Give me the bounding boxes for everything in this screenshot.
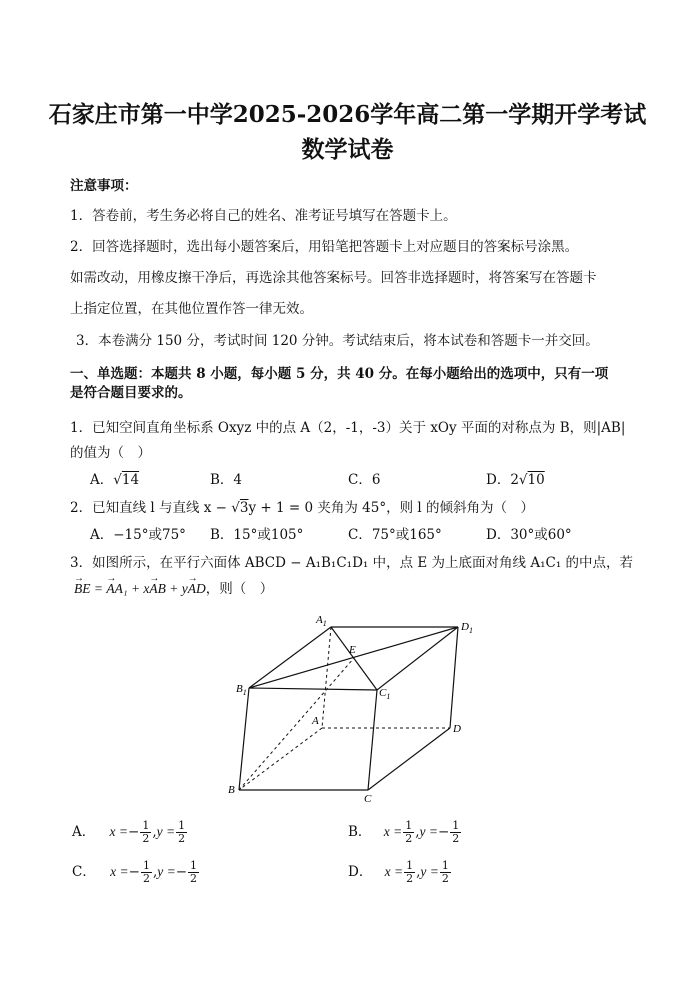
notice-heading: 注意事项： (70, 178, 138, 194)
label-b: B (228, 784, 235, 796)
notice-item-2-end: 上指定位置，在其他位置作答一律无效。 (70, 301, 313, 317)
vector-aa1: → AA₁ (106, 579, 127, 599)
label-a: A (312, 715, 319, 727)
label-b1: $B_1$ (236, 683, 247, 697)
q1-stem: 1．已知空间直角坐标系 Oxyz 中的点 A（2，-1，-3）关于 xOy 平面的对称点为 B，则|AB| (70, 420, 626, 436)
exam-title: 石家庄市第一中学2025-2026学年高二第一学期开学考试 (48, 101, 647, 128)
notice-item-2: 2．回答选择题时，选出每小题答案后，用铅笔把答题卡上对应题目的答案标号涂黑。 (70, 239, 579, 255)
q3-stem: 3．如图所示，在平行六面体 ABCD − A₁B₁C₁D₁ 中，点 E 为上底面对角线 A₁C₁ 的中点，若 (70, 555, 634, 571)
q2-option-d: D．30°或60° (486, 527, 572, 543)
exam-subtitle: 数学试卷 (301, 136, 394, 163)
q1-option-c: C．6 (348, 472, 381, 488)
q2-option-c: C．75°或165° (348, 527, 442, 543)
q3-option-d: D． x = $\frac{1}{2}$ ,y = $\frac{1}{2}$ (348, 859, 449, 885)
notice-item-3: 3．本卷满分 150 分，考试时间 120 分钟。考试结束后，将本试卷和答题卡一并交回。 (76, 333, 599, 349)
label-a1: $A_1$ (316, 614, 327, 628)
label-d1: $D_1$ (461, 621, 473, 635)
q3-vector-equation: → BE = → AA₁ + x→ AB + y→ AD，则（ ） (74, 579, 273, 599)
q2-stem: 2．已知直线 l 与直线 x − √3y + 1 = 0 夹角为 45°，则 l 的倾斜角为（ ） (70, 500, 535, 516)
vector-be: → BE (74, 579, 91, 599)
notice-item-1: 1．答卷前，考生务必将自己的姓名、准考证号填写在答题卡上。 (70, 208, 457, 224)
q3-option-b: B． x = $\frac{1}{2}$ ,y =− $\frac{1}{2}$ (348, 819, 460, 845)
q1-stem-cont: 的值为（ ） (70, 445, 151, 461)
q1-option-d: D．2√10 (486, 472, 545, 488)
q3-option-a: A． x =− $\frac{1}{2}$ ,y = $\frac{1}{2}$ (72, 819, 186, 845)
q3-option-c: C． x =− $\frac{1}{2}$ ,y =− $\frac{1}{2}$ (72, 859, 198, 885)
label-e: E (349, 644, 356, 656)
section-heading-cont: 是符合题目要求的。 (70, 385, 192, 401)
vector-ad: → AD (188, 579, 206, 599)
section-heading: 一、单选题：本题共 8 小题，每小题 5 分，共 40 分。在每小题给出的选项中，只有一项 (70, 366, 609, 382)
label-c: C (364, 793, 372, 805)
label-d: D (453, 723, 461, 735)
label-c1: $C_1$ (379, 687, 391, 701)
q1-option-b: B．4 (210, 472, 243, 488)
q1-option-a: A．√14 (90, 472, 140, 488)
q2-option-b: B．15°或105° (210, 527, 304, 543)
notice-item-2-cont: 如需改动，用橡皮擦干净后，再选涂其他答案标号。回答非选择题时，将答案写在答题卡 (70, 270, 597, 286)
q2-option-a: A．−15°或75° (90, 527, 186, 543)
vector-ab: → AB (149, 579, 166, 599)
